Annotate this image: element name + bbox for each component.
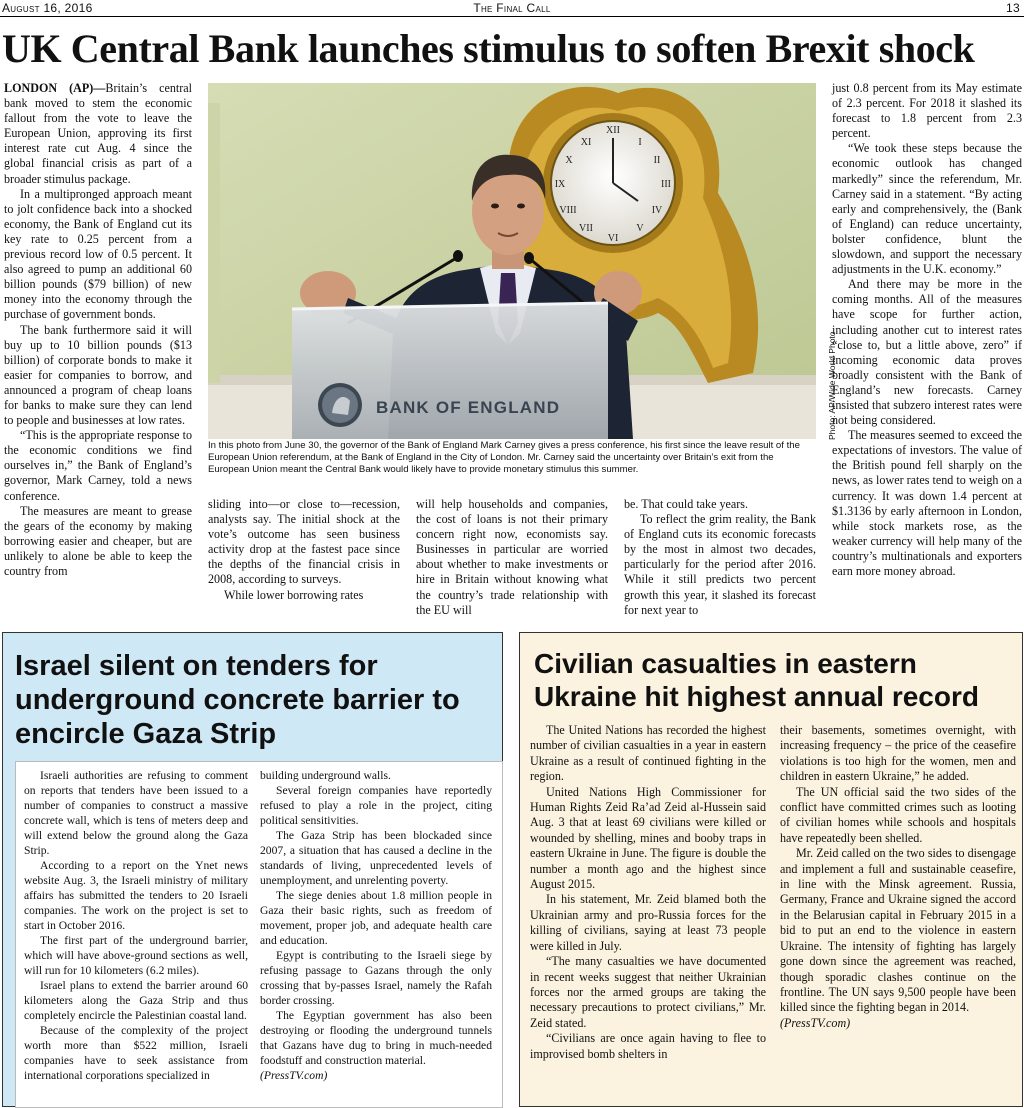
main-col2-para: While lower borrowing rates	[224, 587, 364, 602]
svg-text:III: III	[661, 179, 671, 190]
main-col1-para: “This is the appropriate response to the economic conditions we find ourselves in,” the Bank of England’s governor, Mark Carney, told a news conference.	[4, 428, 192, 503]
israel-col1-para: Israeli authorities are refusing to comment on reports that tenders have been issued to a number of companies to construct a massive concrete wall, which is tens of meters deep and will extend below the ground along the Gaza Strip.	[24, 769, 248, 857]
israel-story-box	[2, 632, 503, 1107]
israel-col2-para: The Gaza Strip has been blockaded since 2007, a situation that has caused a decline in the standards of living, unprecedented levels of unemployment, and unrelenting poverty.	[260, 829, 492, 887]
main-col5-para: The measures seemed to exceed the expectations of investors. The value of the British pound fell sharply on the news, as lower rates tend to weigh on a currency. It was down 1.4 percent at $1.3136 by early afternoon in London, while stock markets rose, as the weaker currency will help many of the country’s multinationals and exporters earn more money abroad.	[832, 428, 1022, 578]
ukraine-source: (PressTV.com)	[780, 1015, 851, 1030]
israel-source: (PressTV.com)	[260, 1069, 328, 1082]
ukraine-col2-para: their basements, sometimes overnight, with increasing frequency – the price of the ceasefire violations is too high for the women, men and children in eastern Ukraine,” he added.	[780, 723, 1016, 784]
main-column-5	[832, 81, 1022, 579]
ukraine-col1-para: “Civilians are once again having to flee to improvised bomb shelters in	[530, 1031, 766, 1061]
main-col1-para: The bank furthermore said it will buy up to 10 billion pounds ($13 billion) of corporate bonds to make it easier for companies to borrow, and announced a program of cheap loans for banks to make sure they can lend to people and businesses at low rates.	[4, 322, 192, 428]
main-col2-para: sliding into—or close to—recession, analysts say. The initial shock at the vote’s outcome has seen business activity drop at the fastest pace since the depths of the financial crisis in 2008, according to surveys.	[208, 497, 400, 587]
main-col5-para: just 0.8 percent from its May estimate of 2.3 percent. For 2018 it slashed its forecast to 1.8 percent from 2.3 percent.	[832, 81, 1022, 141]
page-header	[0, 0, 1024, 17]
israel-col1-para: Because of the complexity of the project worth more than $522 million, Israeli companies have to seek assistance from international corporations specialized in	[24, 1024, 248, 1082]
israel-col1-para: According to a report on the Ynet news website Aug. 3, the Israeli ministry of military affairs has submitted the tenders to 20 Israeli companies. The work on the project is set to start in October 2016.	[24, 859, 248, 932]
issue-date: August 16, 2016	[2, 1, 93, 15]
photo-caption: In this photo from June 30, the governor of the Bank of England Mark Carney gives a press conference, his first since the leave result of the European Union referendum, at the Bank of England in the City of London. Mr. Carney said the uncertainty over Britain’s exit from the European Union meant the Central Bank would likely have to provide monetary stimulus this summer.	[208, 440, 800, 475]
svg-text:IV: IV	[651, 205, 663, 216]
ukraine-col1-para: United Nations High Commissioner for Human Rights Zeid Ra’ad Zeid al-Hussein said Aug. 3 that at least 69 civilians were killed or wounded by shelling, mines and booby traps in eastern Ukraine in June. The figure is double the number a month ago and the highest since August 2015.	[530, 784, 766, 892]
svg-text:VII: VII	[579, 223, 593, 234]
svg-text:II: II	[653, 155, 661, 166]
ukraine-col1-para: In his statement, Mr. Zeid blamed both the Ukrainian army and pro-Russia forces for the killing of civilians, saying at least 73 people were killed in July.	[530, 892, 766, 953]
svg-text:XII: XII	[606, 125, 620, 136]
main-column-4	[624, 497, 816, 618]
israel-col1-para: The first part of the underground barrier, which will have above-ground sections as well, will run for 10 kilometers (6.2 miles).	[24, 934, 248, 977]
israel-col2-para: The siege denies about 1.8 million people in Gaza their basic rights, such as freedom of movement, proper job, and adequate health care and education.	[260, 889, 492, 947]
ukraine-story-box	[519, 632, 1023, 1107]
photo-credit: Photo: AP/Wide World Photo	[827, 331, 837, 440]
main-col1-para: The measures are meant to grease the gears of the economy by making borrowing easier and cheaper, but are unlikely to alone be able to keep the country from	[4, 503, 192, 578]
main-col1-para: In a multipronged approach meant to jolt confidence back into a shocked economy, the Bank of England cut its key rate to 0.25 percent from a previous record low of 0.5 percent. It also agreed to pump an additional 60 billion pounds ($79 billion) of new money into the economy through the purchase of government bonds.	[4, 186, 192, 322]
svg-text:VIII: VIII	[559, 205, 577, 216]
svg-text:IX: IX	[554, 179, 566, 190]
main-col5-para: “We took these steps because the economic outlook has changed markedly” since the referendum, Mr. Carney said in a statement. “By acting early and comprehensively, the (Bank of England) can reduce uncertainty, bolster confidence, blunt the slowdown, and support the necessary adjustments in the U.K. economy.”	[832, 141, 1022, 277]
dateline: LONDON (AP)—	[4, 81, 106, 95]
israel-col2-para: Egypt is contributing to the Israeli siege by refusing passage to Gazans through the only crossing that by-passes Israel, namely the Rafah border crossing.	[260, 949, 492, 1007]
main-col5-para: And there may be more in the coming months. All of the measures have scope for further action, including another cut to interest rates “close to, but a little above, zero” if incoming economic data proves broadly consistent with the Bank of England’s new forecasts. Carney insisted that subzero interest rates were not being considered.	[832, 277, 1022, 428]
ukraine-text-panel	[524, 719, 1018, 1106]
israel-col2-para: Several foreign companies have reportedly refused to play a role in the project, citing political sensitivities.	[260, 784, 492, 827]
israel-column-1	[24, 768, 248, 1083]
main-col4-para: be. That could take years.	[624, 497, 749, 511]
main-headline: UK Central Bank launches stimulus to soften Brexit shock	[2, 26, 975, 71]
svg-text:I: I	[638, 137, 642, 148]
svg-text:X: X	[565, 155, 573, 166]
svg-text:V: V	[636, 223, 644, 234]
israel-headline: Israel silent on tenders for underground concrete barrier to encircle Gaza Strip	[15, 650, 460, 750]
ukraine-col1-para: The United Nations has recorded the highest number of civilian casualties in a year in eastern Ukraine as a result of continued fighting in the region.	[530, 723, 766, 784]
israel-column-2	[260, 768, 492, 1083]
israel-col1-para: Israel plans to extend the barrier around 60 kilometers along the Gaza Strip and thus completely encircle the Palestinian coastal land.	[24, 979, 248, 1022]
ukraine-headline: Civilian casualties in eastern Ukraine hit highest annual record	[534, 648, 979, 712]
israel-text-panel	[15, 761, 503, 1108]
main-column-1	[4, 81, 192, 579]
main-column-3	[416, 497, 608, 618]
paper-name: The Final Call	[473, 1, 551, 15]
page-number: 13	[1006, 1, 1020, 15]
ukraine-col1-para: “The many casualties we have documented in recent weeks suggest that neither Ukrainian forces nor the armed groups are taking the necessary precautions to protect civilians,” Mr. Zeid stated.	[530, 954, 766, 1030]
svg-text:VI: VI	[607, 233, 619, 244]
main-col3-para: will help households and companies, the cost of loans is not their primary concern right now, economists say. Businesses in particular are worried about whether to make investments or hire in Britain without knowing what the country’s trade relationship with the EU will	[416, 497, 608, 617]
svg-text:XI: XI	[580, 137, 592, 148]
ukraine-col2-para: The UN official said the two sides of the conflict have committed crimes such as looting of civilian homes while schools and hospitals have repeatedly been shelled.	[780, 784, 1016, 845]
main-col4-para: To reflect the grim reality, the Bank of England cuts its economic forecasts by the most in almost two decades, particularly for the period after 2016. While it still predicts two percent growth this year, it slashed its forecast for next year to	[624, 512, 816, 617]
ukraine-col2-para: Mr. Zeid called on the two sides to disengage and implement a full and sustainable ceasefire, in line with the Minsk agreement. Russia, Germany, France and Ukraine signed the accord in the Belarusian capital in February 2015 in a bid to put an end to the violence in eastern Ukraine. The intensity of fighting has largely gone down since the agreement was reached, though sporadic clashes continue on the frontline. The UN says 9,500 people have been killed since the fighting began in 2014.	[780, 846, 1016, 1015]
israel-col2-para: building underground walls.	[260, 769, 391, 782]
ukraine-column-1	[530, 723, 766, 1062]
podium-text: BANK OF ENGLAND	[376, 398, 561, 417]
main-col1-para: LONDON (AP)—Britain’s central bank moved to stem the economic fallout from the vote to leave the European Union, approving its first interest rate cut Aug. 4 since the global financial crisis as part of a broader stimulus package.	[4, 81, 193, 186]
ukraine-column-2	[780, 723, 1016, 1031]
carney-photo	[208, 83, 816, 439]
israel-col2-para: The Egyptian government has also been destroying or flooding the underground tunnels that Gazans have dug to bring in much-needed foodstuff and construction material.	[260, 1009, 492, 1067]
main-column-2	[208, 497, 400, 603]
